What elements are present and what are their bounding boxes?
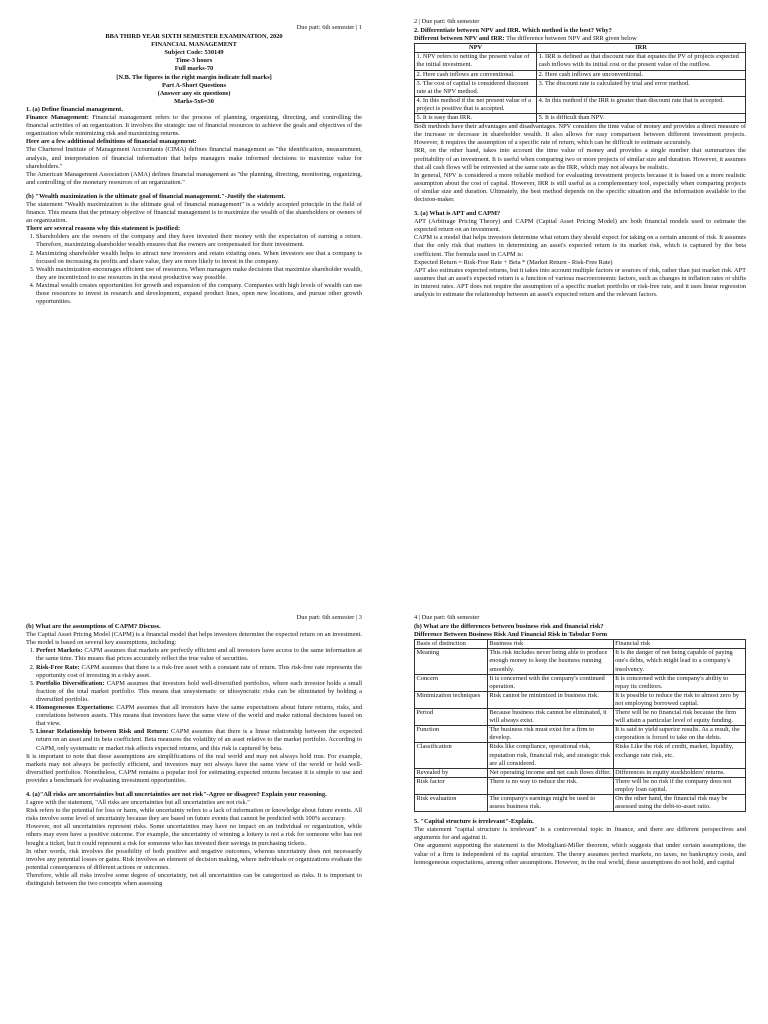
list-item: 4. Maximal wealth creates opportunities for growth and expansion of the company. Companies with high levels of wealth can use those resources to invest in research and development, expand product lines, open new locations, and pursue other growth opportunities. [36, 282, 362, 306]
paragraph: In general, NPV is considered a more reliable method for evaluating investment projects because it is based on a more realistic assumption about the cost of capital. However, IRR is still useful as a complementary tool, especially when comparing projects of similar size and duration. Ultimately, the best method depends on the specific situation and the information available to the decision-maker. [414, 171, 746, 203]
list-item [36, 647, 362, 663]
table-cell: 1. IRR is defined as that discount rate that equates the PV of projects expected cash inflows with its initial cost or the present value of the outflow. [537, 53, 746, 70]
column-header: NPV [415, 44, 537, 53]
table-cell: The company's earnings might be used to assess business risk. [487, 794, 613, 811]
paragraph: APT also estimates expected returns, but it takes into account multiple factors or sources of risk, rather than just market risk. APT assumes that an asset's expected return is a function of various macroeconomic factors, such as changes in inflation rates or shifts in interest rates. APT does not require the assumption of a specific market portfolio or risk-free rate, and it uses linear regression analysis to estimate the relationship between an asset's expected return and the relevant factors. [414, 266, 746, 298]
course-name: FINANCIAL MANAGEMENT [151, 41, 237, 49]
list-item: 1. Shareholders are the owners of the company and they have invested their money with the expectation of earning a return. Therefore, maximizing shareholder wealth ensures that the owners are compensated for their investment. [36, 233, 362, 249]
marks-note: [N.B. The figures in the right margin indicate full marks] [116, 73, 272, 81]
full-marks: Full marks-70 [174, 65, 214, 73]
page-header: Due part: 6th semester | 1 [296, 24, 362, 31]
npv-irr-intro-text: The difference between NPV and IRR given below [504, 35, 637, 43]
table-title: Difference Between Business Risk And Financial Risk in Tabular Form [414, 631, 608, 639]
table-cell: Differences in equity stockholders' returns. [613, 768, 745, 777]
list-item: 3. Wealth maximization encourages efficient use of resources. When managers make decisions that maximize shareholder wealth, they are incentivized to use resources in the most productive way possible. [36, 266, 362, 282]
assumption-term: Portfolio Diversification: [36, 679, 105, 687]
reasons-heading: There are several reasons why this statement is justified: [26, 225, 181, 233]
page-header: 2 | Due part: 6th semester [414, 18, 480, 25]
npv-irr-intro [414, 35, 746, 43]
table-cell: It is said to yield superior results. As a result, the corporation is forced to take on the debts. [613, 726, 745, 743]
exam-heading [26, 33, 362, 106]
paragraph: The Capital Asset Pricing Model (CAPM) is a financial model that helps investors determine the expected return on an investment. The model is based on several key assumptions, including: [26, 631, 362, 647]
reasons-list [26, 233, 362, 306]
table-cell: Concern [415, 674, 488, 691]
list-item: 2. Maximizing shareholder wealth helps to attract new investors and retain existing ones. When investors see that a company is focused on increasing its profits and share value, they are more likely to invest in the company. [36, 250, 362, 266]
table-row [415, 114, 746, 123]
question-4a-title: 4. (a)"All risks are uncertainties but all uncertainties are not risk"-Agree or disagree? Explain your reasoning. [26, 790, 327, 798]
table-cell: Classification [415, 743, 488, 768]
assumption-term: Perfect Markets: [36, 647, 83, 655]
question-3a-title: 3. (a) What is APT and CAPM? [414, 210, 501, 218]
question-1a-title: 1. (a) Define financial management. [26, 105, 123, 113]
table-cell: This risk includes never being able to produce enough money to keep the business running smoothly. [487, 649, 613, 674]
table-cell: 5. It is difficult than NPV. [537, 114, 746, 123]
table-cell: There will be no risk if the company does not employ loan capital. [613, 777, 745, 794]
question-1b-title: (b) "Wealth maximization is the ultimate goal of financial management."-Justify the statement. [26, 192, 286, 200]
assumption-term: Risk-Free Rate: [36, 663, 80, 671]
table-row [415, 768, 746, 777]
list-item [36, 680, 362, 704]
column-header: IRR [537, 44, 746, 53]
npv-irr-table [414, 43, 746, 123]
table-cell: It is concerned with the company's ability to repay its creditors. [613, 674, 745, 691]
table-row [415, 649, 746, 674]
table-cell: The business risk must exist for a firm to develop. [487, 726, 613, 743]
table-cell: 1. NPV refers to netting the present value of the initial investment. [415, 53, 537, 70]
table-cell: It is concerned with the company's continued operation. [487, 674, 613, 691]
fm-term: Finance Management: [26, 114, 89, 122]
table-row [415, 674, 746, 691]
assumption-term: Linear Relationship between Risk and Return: [36, 728, 169, 736]
paragraph: One argument supporting the statement is the Modigliani-Miller theorem, which suggests that under certain assumptions, the value of a firm is independent of its capital structure. The theory assumes perfect markets, no taxes, no bankruptcy costs, and homogeneous expectations, among other assumptions. However, in the real world, these assumptions do not hold, and capital [414, 842, 746, 866]
list-item [36, 664, 362, 680]
assumption-text: CAPM assumes that investors hold well-diversified portfolios, where each investor holds a small fraction of the total market portfolio. This means that unsystematic or idiosyncratic risks can be eliminated by holding a diversified portfolio. [36, 679, 362, 703]
table-cell: Risk evaluation [415, 794, 488, 811]
answer-instruction: (Answer any six questions) [157, 89, 231, 97]
table-cell: Minimization techniques [415, 691, 488, 708]
table-cell: Risks Like the risk of credit, market, liquidity, exchange rate risk, etc. [613, 743, 745, 768]
table-row [415, 691, 746, 708]
paragraph: The statement "capital structure is irrelevant" is a controversial topic in finance, and there are different perspectives and arguments for and against it. [414, 826, 746, 842]
paragraph: I agree with the statement, "All risks are uncertainties but all uncertainties are not risk." [26, 799, 250, 807]
question-2-title: 2. Differentiate between NPV and IRR. Which method is the best? Why? [414, 27, 612, 35]
table-row [415, 709, 746, 726]
fm-definition-text: Financial management refers to the process of planning, organizing, directing, and controlling the financial activities of an organization. It involves the strategic use of financial resources to achieve the goals and objectives of the organization while minimizing risk and maximizing returns. [26, 114, 362, 138]
question-4b-title: (b) What are the differences between business risk and financial risk? [414, 623, 604, 631]
table-cell: Meaning [415, 649, 488, 674]
table-cell: 2. Here cash inflows are conventional. [415, 70, 537, 79]
part-title: Part A-Short Questions [162, 81, 226, 89]
table-row [415, 53, 746, 70]
paragraph: APT (Arbitrage Pricing Theory) and CAPM (Capital Asset Pricing Model) are both financial models used to estimate the expected return on an investment. [414, 218, 746, 234]
page-2 [384, 0, 768, 512]
risk-table [414, 639, 746, 812]
time-limit: Time-3 hours [175, 57, 213, 65]
assumptions-list [26, 647, 362, 752]
table-row [415, 640, 746, 649]
table-cell: Because business risk cannot be eliminated, it will always exist. [487, 709, 613, 726]
paragraph: Therefore, while all risks involve some degree of uncertainty, not all uncertainties can be categorized as risks. It is important to distinguish between the two concepts when assessing [26, 871, 362, 887]
capm-formula: Expected Return = Risk-Free Rate + Beta * (Market Return - Risk-Free Rate) [414, 258, 613, 266]
question-5-title: 5. "Capital structure is irrelevant"-Explain. [414, 818, 534, 826]
table-cell: Basis of distinction [415, 640, 488, 649]
table-cell: 2. Here cash inflows are unconventional. [537, 70, 746, 79]
table-row [415, 743, 746, 768]
paragraph: In other words, risk involves the possibility of both positive and negative outcomes, whereas uncertainty does not necessarily involve any potential losses or gains. Risk involves an element of decision making, where individuals or organizations evaluate the potential consequences of different actions or outcomes. [26, 847, 362, 871]
table-row [415, 79, 746, 96]
assumption-text: CAPM assumes that there is a risk-free asset with a constant rate of return. This risk-free rate represents the opportunity cost of investing in a risky asset. [36, 663, 362, 679]
paragraph: IRR, on the other hand, takes into account the time value of money and provides a single number that summarizes the profitability of an investment. It is useful when comparing two or more projects of similar size and duration. However, it assumes that all cash flows will be reinvested at the same rate as the IRR, which may not always be realistic. [414, 147, 746, 171]
page-3 [0, 512, 384, 1024]
table-cell: Revealed by [415, 768, 488, 777]
assumption-text: CAPM assumes that there is a linear relationship between the expected return on an asset and its beta coefficient. Beta measures the volatility of an asset relative to the market portfolio. According to CAPM, only systematic or market risk affects expected returns, and this risk is captured by beta. [36, 728, 362, 752]
table-cell: There will be no financial risk because the firm will attain a particular level of equity funding. [613, 709, 745, 726]
table-cell: 3. The cost of capital is considered discount rate at the NPV method. [415, 79, 537, 96]
table-cell: It is possible to reduce the risk to almost zero by not employing borrowed capital. [613, 691, 745, 708]
cima-definition: The Chartered Institute of Management Accountants (CIMA) defines financial management as "the identification, measurement, analysis, and interpretation of financial information that helps managers make informed decisions to maximize value for shareholders." [26, 146, 362, 170]
additional-definitions-heading: Here are a few additional definitions of financial management: [26, 138, 197, 146]
table-cell: There is no way to reduce the risk. [487, 777, 613, 794]
assumption-text: CAPM assumes that markets are perfectly efficient and all investors have access to the same information at the same time. This means that prices accurately reflect the true value of securities. [36, 647, 362, 663]
ama-definition: The American Management Association (AMA) defines financial management as "the planning, directing, monitoring, organizing, and controlling of the monetary resources of an organization." [26, 170, 362, 186]
list-item [36, 728, 362, 752]
table-cell: Business risk [487, 640, 613, 649]
table-cell: Financial risk [613, 640, 745, 649]
exam-title: BBA THIRD YEAR SIXTH SEMESTER EXAMINATION, 2020 [105, 33, 283, 41]
paragraph: CAPM is a model that helps investors determine what return they should expect for taking on a certain amount of risk. It assumes that the only risk that matters in determining an asset's expected return is its market risk, which is captured by the beta coefficient. The formula used in CAPM is: [414, 234, 746, 258]
table-header-row [415, 44, 746, 53]
table-cell: It is the danger of not being capable of paying one's debts, which might lead to a company's insolvency. [613, 649, 745, 674]
table-cell: Risks like compliance, operational risk, reputation risk, financial risk, and strategic risk are all considered. [487, 743, 613, 768]
paragraph: Risk refers to the potential for loss or harm, while uncertainty refers to a lack of information or knowledge about future events. All risks involve some level of uncertainty because they are based on future events that cannot be predicted with 100% accuracy. [26, 807, 362, 823]
question-1b-intro: The statement "Wealth maximization is the ultimate goal of financial management" is a widely accepted principle in the field of finance. This means that the primary objective of financial management is to maximize the wealth of the shareholders or owners of an organization. [26, 200, 362, 225]
page-4 [384, 512, 768, 1024]
list-item [36, 704, 362, 728]
table-row [415, 726, 746, 743]
paragraph: It is important to note that these assumptions are simplifications of the real world and may not always hold true. For example, markets may not always be perfectly efficient, and investors may not always have the same view of the world or hold well-diversified portfolios. Nonetheless, CAPM remains a popular tool for estimating expected returns because it is simple to use and provides a benchmark for evaluating investment opportunities. [26, 752, 362, 784]
paragraph: However, not all uncertainties represent risks. Some uncertainties may have no impact on an individual or organization, while others may even have a positive outcome. For example, the uncertainty of winning a lottery is not a risk for someone who has not bought a ticket, but it could represent a risk for someone who has invested their savings in purchasing tickets. [26, 823, 362, 847]
table-cell: 5. It is easy than IRR. [415, 114, 537, 123]
page-header: 4 | Due part: 6th semester [414, 614, 480, 621]
paragraph: Both methods have their advantages and disadvantages. NPV considers the time value of money and provides a direct measure of the increase or decrease in shareholder wealth. It also allows for easy comparison between different investment projects. However, it requires the assumption of a specific rate of return, which can be difficult to estimate accurately. [414, 123, 746, 147]
table-cell: Net operating income and net cash flows differ. [487, 768, 613, 777]
npv-irr-intro-bold: Different between NPV and IRR: [414, 35, 505, 43]
table-row [415, 777, 746, 794]
page-1 [0, 0, 384, 512]
table-cell: Function [415, 726, 488, 743]
marks-scheme: Marks-5x6=30 [174, 97, 214, 105]
table-cell: 4. In this method if the net present value of a project is positive that is accepted. [415, 96, 537, 113]
table-cell: Period [415, 709, 488, 726]
page-header: Due part: 6th semester | 3 [296, 614, 362, 621]
table-cell: 3. The discount rate is calculated by trial and error method. [537, 79, 746, 96]
table-row [415, 70, 746, 79]
subject-code: Subject Code: 530149 [164, 49, 224, 57]
table-cell: On the other hand, the financial risk may be assessed using the debt-to-asset ratio. [613, 794, 745, 811]
assumption-text: CAPM assumes that all investors have the same expectations about future returns, risks, and correlations between assets. This means that investors have the same view of the world and make rational decisions based on that view. [36, 704, 363, 728]
question-3b-title: (b) What are the assumptions of CAPM? Discuss. [26, 623, 161, 631]
table-cell: Risk factor [415, 777, 488, 794]
assumption-term: Homogeneous Expectations: [36, 704, 114, 712]
fm-definition [26, 114, 362, 138]
table-row [415, 96, 746, 113]
table-cell: Risk cannot be minimized in business risk. [487, 691, 613, 708]
table-row [415, 794, 746, 811]
table-cell: 4. In this method if the IRR is greater than discount rate that is accepted. [537, 96, 746, 113]
